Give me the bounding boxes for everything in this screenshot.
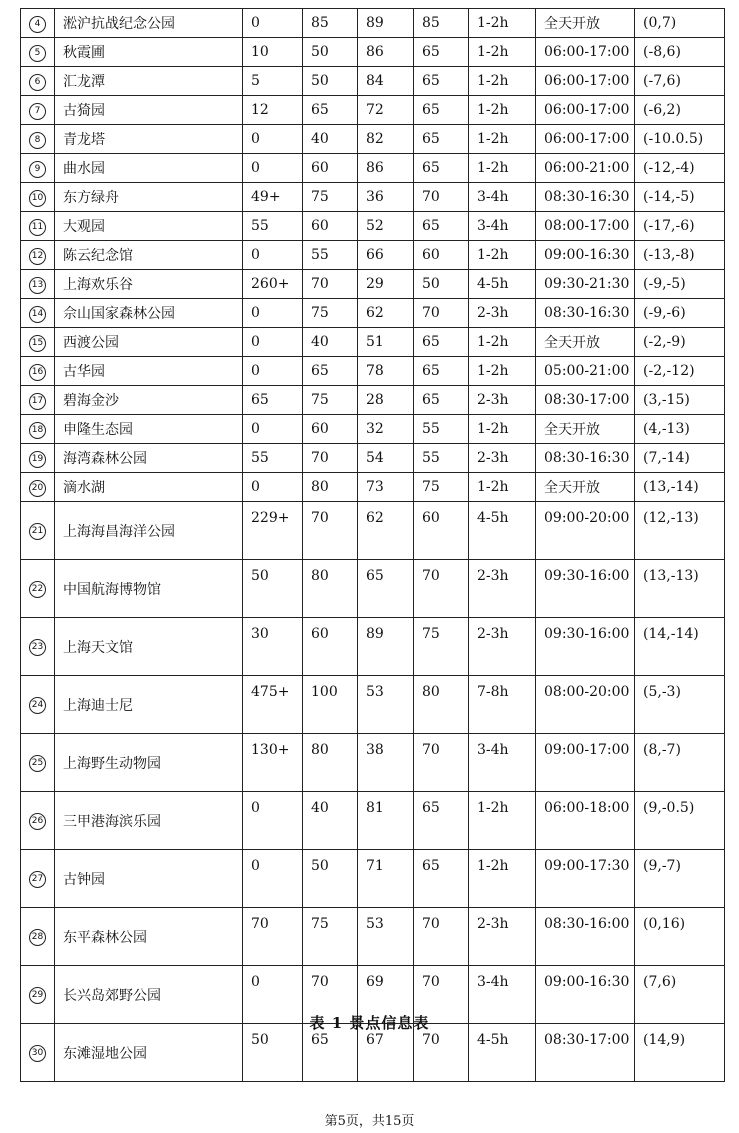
- coordinate-cell: (-17,-6): [635, 212, 725, 241]
- attraction-name-cell: 申隆生态园: [55, 415, 243, 444]
- attraction-name-cell: 佘山国家森林公园: [55, 299, 243, 328]
- value-cell-2: 40: [303, 792, 358, 850]
- opening-hours-cell: 08:30-16:30: [536, 444, 635, 473]
- value-cell-4: 55: [414, 444, 469, 473]
- value-cell-3: 84: [358, 67, 414, 96]
- coordinate-cell: (-10.0.5): [635, 125, 725, 154]
- opening-hours-cell: 09:00-17:30: [536, 850, 635, 908]
- value-cell-4: 65: [414, 328, 469, 357]
- coordinate-cell: (12,-13): [635, 502, 725, 560]
- opening-hours-cell: 06:00-17:00: [536, 38, 635, 67]
- duration-cell: 1-2h: [469, 415, 536, 444]
- duration-cell: 3-4h: [469, 734, 536, 792]
- value-cell-4: 70: [414, 1024, 469, 1082]
- duration-cell: 1-2h: [469, 241, 536, 270]
- attraction-name-cell: 长兴岛郊野公园: [55, 966, 243, 1024]
- table-row: [21, 125, 725, 154]
- table-row: [21, 270, 725, 299]
- duration-cell: 2-3h: [469, 908, 536, 966]
- duration-cell: 2-3h: [469, 444, 536, 473]
- value-cell-4: 75: [414, 473, 469, 502]
- value-cell-1: 0: [243, 241, 303, 270]
- value-cell-1: 0: [243, 299, 303, 328]
- value-cell-4: 65: [414, 212, 469, 241]
- duration-cell: 1-2h: [469, 473, 536, 502]
- value-cell-3: 67: [358, 1024, 414, 1082]
- row-number-cell: [21, 154, 55, 183]
- value-cell-2: 65: [303, 357, 358, 386]
- value-cell-4: 65: [414, 154, 469, 183]
- value-cell-2: 60: [303, 212, 358, 241]
- value-cell-2: 60: [303, 154, 358, 183]
- attraction-name-cell: 青龙塔: [55, 125, 243, 154]
- value-cell-1: 0: [243, 328, 303, 357]
- circled-number: 16: [29, 364, 46, 381]
- table-row: [21, 444, 725, 473]
- table-row: [21, 386, 725, 415]
- table-row: [21, 299, 725, 328]
- table-row: [21, 328, 725, 357]
- value-cell-3: 86: [358, 38, 414, 67]
- coordinate-cell: (9,-7): [635, 850, 725, 908]
- value-cell-2: 100: [303, 676, 358, 734]
- opening-hours-cell: 09:30-16:00: [536, 560, 635, 618]
- opening-hours-cell: 08:30-17:00: [536, 386, 635, 415]
- value-cell-2: 50: [303, 67, 358, 96]
- coordinate-cell: (5,-3): [635, 676, 725, 734]
- opening-hours-cell: 06:00-17:00: [536, 125, 635, 154]
- row-number-cell: [21, 67, 55, 96]
- value-cell-1: 0: [243, 473, 303, 502]
- row-number-cell: [21, 444, 55, 473]
- table-row: [21, 38, 725, 67]
- value-cell-1: 0: [243, 154, 303, 183]
- duration-cell: 7-8h: [469, 676, 536, 734]
- value-cell-3: 53: [358, 676, 414, 734]
- value-cell-1: 229+: [243, 502, 303, 560]
- value-cell-1: 70: [243, 908, 303, 966]
- value-cell-1: 475+: [243, 676, 303, 734]
- duration-cell: 4-5h: [469, 502, 536, 560]
- duration-cell: 1-2h: [469, 125, 536, 154]
- value-cell-1: 50: [243, 560, 303, 618]
- table-row: [21, 908, 725, 966]
- attraction-name-cell: 大观园: [55, 212, 243, 241]
- value-cell-1: 130+: [243, 734, 303, 792]
- duration-cell: 1-2h: [469, 792, 536, 850]
- opening-hours-cell: 09:00-16:30: [536, 241, 635, 270]
- value-cell-3: 53: [358, 908, 414, 966]
- value-cell-2: 40: [303, 328, 358, 357]
- duration-cell: 1-2h: [469, 67, 536, 96]
- value-cell-1: 10: [243, 38, 303, 67]
- coordinate-cell: (-9,-5): [635, 270, 725, 299]
- circled-number: 29: [29, 987, 46, 1004]
- value-cell-2: 55: [303, 241, 358, 270]
- duration-cell: 3-4h: [469, 966, 536, 1024]
- value-cell-3: 82: [358, 125, 414, 154]
- value-cell-2: 80: [303, 560, 358, 618]
- table-row: [21, 183, 725, 212]
- duration-cell: 2-3h: [469, 299, 536, 328]
- value-cell-4: 60: [414, 502, 469, 560]
- value-cell-3: 65: [358, 560, 414, 618]
- value-cell-4: 55: [414, 415, 469, 444]
- opening-hours-cell: 08:30-16:30: [536, 183, 635, 212]
- value-cell-3: 69: [358, 966, 414, 1024]
- opening-hours-cell: 06:00-21:00: [536, 154, 635, 183]
- duration-cell: 1-2h: [469, 850, 536, 908]
- table-row: [21, 618, 725, 676]
- coordinate-cell: (13,-14): [635, 473, 725, 502]
- value-cell-4: 70: [414, 299, 469, 328]
- opening-hours-cell: 全天开放: [536, 9, 635, 38]
- value-cell-3: 86: [358, 154, 414, 183]
- circled-number: 4: [29, 16, 46, 33]
- table-row: [21, 212, 725, 241]
- opening-hours-cell: 09:00-20:00: [536, 502, 635, 560]
- coordinate-cell: (-2,-9): [635, 328, 725, 357]
- table-row: [21, 502, 725, 560]
- value-cell-1: 65: [243, 386, 303, 415]
- table-row: [21, 676, 725, 734]
- coordinate-cell: (14,9): [635, 1024, 725, 1082]
- opening-hours-cell: 08:00-17:00: [536, 212, 635, 241]
- circled-number: 8: [29, 132, 46, 149]
- value-cell-3: 32: [358, 415, 414, 444]
- duration-cell: 1-2h: [469, 9, 536, 38]
- value-cell-1: 0: [243, 966, 303, 1024]
- row-number-cell: [21, 38, 55, 67]
- value-cell-3: 36: [358, 183, 414, 212]
- value-cell-1: 55: [243, 212, 303, 241]
- opening-hours-cell: 06:00-18:00: [536, 792, 635, 850]
- circled-number: 13: [29, 277, 46, 294]
- opening-hours-cell: 08:30-16:30: [536, 299, 635, 328]
- opening-hours-cell: 08:30-17:00: [536, 1024, 635, 1082]
- value-cell-4: 85: [414, 9, 469, 38]
- value-cell-3: 73: [358, 473, 414, 502]
- value-cell-4: 75: [414, 618, 469, 676]
- circled-number: 6: [29, 74, 46, 91]
- row-number-cell: [21, 328, 55, 357]
- table-row: [21, 734, 725, 792]
- value-cell-2: 50: [303, 850, 358, 908]
- circled-number: 10: [29, 190, 46, 207]
- attraction-name-cell: 上海野生动物园: [55, 734, 243, 792]
- value-cell-2: 60: [303, 415, 358, 444]
- value-cell-1: 55: [243, 444, 303, 473]
- page-footer: 第5页，共15页: [324, 1114, 415, 1129]
- table-row: [21, 67, 725, 96]
- value-cell-2: 40: [303, 125, 358, 154]
- row-number-cell: [21, 618, 55, 676]
- circled-number: 19: [29, 451, 46, 468]
- attraction-name-cell: 秋霞圃: [55, 38, 243, 67]
- circled-number: 11: [29, 219, 46, 236]
- row-number-cell: [21, 299, 55, 328]
- value-cell-2: 75: [303, 386, 358, 415]
- attraction-name-cell: 汇龙潭: [55, 67, 243, 96]
- attraction-name-cell: 曲水园: [55, 154, 243, 183]
- attraction-name-cell: 古猗园: [55, 96, 243, 125]
- circled-number: 25: [29, 755, 46, 772]
- value-cell-2: 70: [303, 502, 358, 560]
- value-cell-4: 80: [414, 676, 469, 734]
- coordinate-cell: (9,-0.5): [635, 792, 725, 850]
- circled-number: 28: [29, 929, 46, 946]
- coordinate-cell: (3,-15): [635, 386, 725, 415]
- value-cell-4: 70: [414, 734, 469, 792]
- table-caption: 表 1 景点信息表: [309, 1014, 430, 1032]
- attraction-name-cell: 西渡公园: [55, 328, 243, 357]
- circled-number: 9: [29, 161, 46, 178]
- value-cell-4: 65: [414, 96, 469, 125]
- coordinate-cell: (8,-7): [635, 734, 725, 792]
- row-number-cell: [21, 96, 55, 125]
- coordinate-cell: (14,-14): [635, 618, 725, 676]
- row-number-cell: [21, 908, 55, 966]
- circled-number: 26: [29, 813, 46, 830]
- row-number-cell: [21, 125, 55, 154]
- coordinate-cell: (7,-14): [635, 444, 725, 473]
- value-cell-4: 65: [414, 386, 469, 415]
- value-cell-3: 52: [358, 212, 414, 241]
- coordinate-cell: (-12,-4): [635, 154, 725, 183]
- row-number-cell: [21, 415, 55, 444]
- row-number-cell: [21, 676, 55, 734]
- value-cell-4: 65: [414, 357, 469, 386]
- value-cell-4: 65: [414, 125, 469, 154]
- value-cell-1: 0: [243, 125, 303, 154]
- duration-cell: 4-5h: [469, 1024, 536, 1082]
- value-cell-1: 0: [243, 9, 303, 38]
- value-cell-1: 12: [243, 96, 303, 125]
- table-row: [21, 415, 725, 444]
- table-body: [21, 9, 725, 1082]
- table-row: [21, 241, 725, 270]
- row-number-cell: [21, 357, 55, 386]
- circled-number: 27: [29, 871, 46, 888]
- attraction-name-cell: 古华园: [55, 357, 243, 386]
- duration-cell: 4-5h: [469, 270, 536, 299]
- coordinate-cell: (-7,6): [635, 67, 725, 96]
- duration-cell: 1-2h: [469, 328, 536, 357]
- attraction-name-cell: 淞沪抗战纪念公园: [55, 9, 243, 38]
- value-cell-3: 54: [358, 444, 414, 473]
- circled-number: 12: [29, 248, 46, 265]
- row-number-cell: [21, 792, 55, 850]
- row-number-cell: [21, 473, 55, 502]
- attraction-name-cell: 海湾森林公园: [55, 444, 243, 473]
- value-cell-2: 70: [303, 270, 358, 299]
- attraction-name-cell: 陈云纪念馆: [55, 241, 243, 270]
- opening-hours-cell: 全天开放: [536, 473, 635, 502]
- row-number-cell: [21, 734, 55, 792]
- value-cell-1: 0: [243, 792, 303, 850]
- opening-hours-cell: 09:30-16:00: [536, 618, 635, 676]
- attraction-name-cell: 东方绿舟: [55, 183, 243, 212]
- duration-cell: 2-3h: [469, 618, 536, 676]
- value-cell-2: 65: [303, 1024, 358, 1082]
- value-cell-1: 0: [243, 415, 303, 444]
- coordinate-cell: (4,-13): [635, 415, 725, 444]
- attraction-name-cell: 碧海金沙: [55, 386, 243, 415]
- attractions-table: [20, 8, 725, 1082]
- circled-number: 18: [29, 422, 46, 439]
- value-cell-3: 89: [358, 618, 414, 676]
- value-cell-3: 62: [358, 299, 414, 328]
- value-cell-4: 60: [414, 241, 469, 270]
- opening-hours-cell: 全天开放: [536, 328, 635, 357]
- duration-cell: 2-3h: [469, 386, 536, 415]
- circled-number: 23: [29, 639, 46, 656]
- value-cell-3: 81: [358, 792, 414, 850]
- value-cell-2: 65: [303, 96, 358, 125]
- duration-cell: 3-4h: [469, 183, 536, 212]
- value-cell-2: 80: [303, 473, 358, 502]
- value-cell-3: 72: [358, 96, 414, 125]
- circled-number: 5: [29, 45, 46, 62]
- table-row: [21, 473, 725, 502]
- row-number-cell: [21, 9, 55, 38]
- table-row: [21, 850, 725, 908]
- opening-hours-cell: 09:30-21:30: [536, 270, 635, 299]
- attraction-name-cell: 古钟园: [55, 850, 243, 908]
- opening-hours-cell: 05:00-21:00: [536, 357, 635, 386]
- duration-cell: 1-2h: [469, 154, 536, 183]
- value-cell-1: 50: [243, 1024, 303, 1082]
- value-cell-1: 30: [243, 618, 303, 676]
- attraction-name-cell: 东滩湿地公园: [55, 1024, 243, 1082]
- value-cell-1: 0: [243, 357, 303, 386]
- duration-cell: 2-3h: [469, 560, 536, 618]
- row-number-cell: [21, 212, 55, 241]
- attraction-name-cell: 上海天文馆: [55, 618, 243, 676]
- attraction-name-cell: 上海迪士尼: [55, 676, 243, 734]
- row-number-cell: [21, 241, 55, 270]
- attraction-name-cell: 中国航海博物馆: [55, 560, 243, 618]
- circled-number: 17: [29, 393, 46, 410]
- circled-number: 22: [29, 581, 46, 598]
- value-cell-2: 85: [303, 9, 358, 38]
- table-row: [21, 560, 725, 618]
- opening-hours-cell: 全天开放: [536, 415, 635, 444]
- coordinate-cell: (-9,-6): [635, 299, 725, 328]
- value-cell-2: 60: [303, 618, 358, 676]
- coordinate-cell: (-14,-5): [635, 183, 725, 212]
- value-cell-2: 75: [303, 299, 358, 328]
- opening-hours-cell: 08:00-20:00: [536, 676, 635, 734]
- duration-cell: 1-2h: [469, 357, 536, 386]
- value-cell-3: 78: [358, 357, 414, 386]
- value-cell-4: 70: [414, 908, 469, 966]
- circled-number: 21: [29, 523, 46, 540]
- opening-hours-cell: 06:00-17:00: [536, 67, 635, 96]
- table-row: [21, 792, 725, 850]
- table-row: [21, 357, 725, 386]
- circled-number: 14: [29, 306, 46, 323]
- coordinate-cell: (7,6): [635, 966, 725, 1024]
- value-cell-4: 70: [414, 560, 469, 618]
- value-cell-3: 66: [358, 241, 414, 270]
- row-number-cell: [21, 502, 55, 560]
- table-row: [21, 96, 725, 125]
- duration-cell: 1-2h: [469, 38, 536, 67]
- coordinate-cell: (13,-13): [635, 560, 725, 618]
- table-row: [21, 154, 725, 183]
- value-cell-4: 65: [414, 792, 469, 850]
- row-number-cell: [21, 386, 55, 415]
- opening-hours-cell: 09:00-16:30: [536, 966, 635, 1024]
- value-cell-1: 0: [243, 850, 303, 908]
- table-row: [21, 9, 725, 38]
- attraction-name-cell: 三甲港海滨乐园: [55, 792, 243, 850]
- attraction-name-cell: 东平森林公园: [55, 908, 243, 966]
- attraction-name-cell: 上海欢乐谷: [55, 270, 243, 299]
- row-number-cell: [21, 183, 55, 212]
- value-cell-4: 70: [414, 966, 469, 1024]
- value-cell-4: 65: [414, 850, 469, 908]
- value-cell-3: 62: [358, 502, 414, 560]
- value-cell-4: 65: [414, 38, 469, 67]
- value-cell-4: 50: [414, 270, 469, 299]
- value-cell-2: 70: [303, 444, 358, 473]
- value-cell-1: 5: [243, 67, 303, 96]
- value-cell-2: 75: [303, 183, 358, 212]
- value-cell-3: 89: [358, 9, 414, 38]
- opening-hours-cell: 08:30-16:00: [536, 908, 635, 966]
- value-cell-1: 260+: [243, 270, 303, 299]
- attraction-name-cell: 滴水湖: [55, 473, 243, 502]
- circled-number: 24: [29, 697, 46, 714]
- value-cell-3: 28: [358, 386, 414, 415]
- circled-number: 15: [29, 335, 46, 352]
- circled-number: 30: [29, 1045, 46, 1062]
- value-cell-3: 71: [358, 850, 414, 908]
- value-cell-4: 65: [414, 67, 469, 96]
- coordinate-cell: (-6,2): [635, 96, 725, 125]
- value-cell-4: 70: [414, 183, 469, 212]
- value-cell-2: 70: [303, 966, 358, 1024]
- opening-hours-cell: 09:00-17:00: [536, 734, 635, 792]
- coordinate-cell: (-8,6): [635, 38, 725, 67]
- coordinate-cell: (-2,-12): [635, 357, 725, 386]
- value-cell-1: 49+: [243, 183, 303, 212]
- coordinate-cell: (0,16): [635, 908, 725, 966]
- circled-number: 7: [29, 103, 46, 120]
- value-cell-3: 38: [358, 734, 414, 792]
- duration-cell: 1-2h: [469, 96, 536, 125]
- row-number-cell: [21, 560, 55, 618]
- value-cell-3: 29: [358, 270, 414, 299]
- row-number-cell: [21, 270, 55, 299]
- attraction-name-cell: 上海海昌海洋公园: [55, 502, 243, 560]
- coordinate-cell: (-13,-8): [635, 241, 725, 270]
- circled-number: 20: [29, 480, 46, 497]
- duration-cell: 3-4h: [469, 212, 536, 241]
- value-cell-2: 75: [303, 908, 358, 966]
- coordinate-cell: (0,7): [635, 9, 725, 38]
- value-cell-2: 50: [303, 38, 358, 67]
- value-cell-2: 80: [303, 734, 358, 792]
- row-number-cell: [21, 850, 55, 908]
- opening-hours-cell: 06:00-17:00: [536, 96, 635, 125]
- value-cell-3: 51: [358, 328, 414, 357]
